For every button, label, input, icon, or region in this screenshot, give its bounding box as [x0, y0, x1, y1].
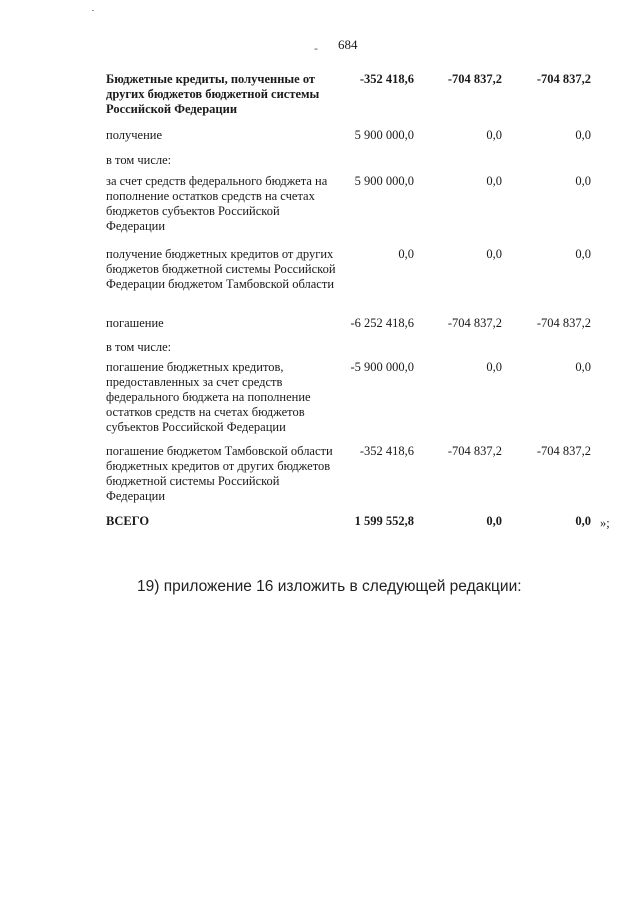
- closing-quote: »;: [600, 516, 610, 530]
- value-col-3: 0,0: [575, 360, 591, 374]
- value-col-2: -704 837,2: [447, 444, 502, 458]
- page-dash: -: [314, 41, 318, 55]
- row-label: погашение бюджетных кредитов, предоставленных за счет средств федерального бюджета на пополнение остатков средств на счетах бюджетов субъектов Российской Федерации: [106, 360, 311, 434]
- value-col-3: 0,0: [575, 514, 591, 528]
- row-label: ВСЕГО: [106, 514, 150, 528]
- value-col-1: 5 900 000,0: [354, 174, 414, 188]
- row-label: получение бюджетных кредитов от других бюджетов бюджетной системы Российской Федерации бюджетом Тамбовской области: [106, 247, 336, 291]
- value-col-3: -704 837,2: [536, 444, 591, 458]
- value-col-3: -704 837,2: [536, 316, 591, 330]
- amendment-instruction: 19) приложение 16 изложить в следующей редакции:: [137, 578, 522, 595]
- value-col-3: 0,0: [575, 174, 591, 188]
- row-label: погашение бюджетом Тамбовской области бюджетных кредитов от других бюджетов бюджетной системы Российской Федерации: [106, 444, 333, 503]
- value-col-3: 0,0: [575, 128, 591, 142]
- value-col-2: 0,0: [486, 128, 502, 142]
- value-col-3: 0,0: [575, 247, 591, 261]
- row-label: в том числе:: [106, 153, 172, 167]
- value-col-2: -704 837,2: [447, 72, 502, 86]
- value-col-2: 0,0: [486, 174, 502, 188]
- row-label: получение: [106, 128, 163, 142]
- value-col-1: 1 599 552,8: [354, 514, 414, 528]
- value-col-2: 0,0: [486, 360, 502, 374]
- row-label: погашение: [106, 316, 164, 330]
- value-col-3: -704 837,2: [536, 72, 591, 86]
- row-label: Бюджетные кредиты, полученные от других бюджетов бюджетной системы Российской Федерации: [106, 72, 320, 116]
- value-col-1: 0,0: [398, 247, 414, 261]
- value-col-2: 0,0: [486, 247, 502, 261]
- page-number: 684: [338, 37, 358, 52]
- value-col-2: -704 837,2: [447, 316, 502, 330]
- value-col-2: 0,0: [486, 514, 502, 528]
- row-label: в том числе:: [106, 340, 172, 354]
- row-label: за счет средств федерального бюджета на пополнение остатков средств на счетах бюджетов субъектов Российской Федерации: [106, 174, 328, 233]
- value-col-1: -352 418,6: [359, 444, 414, 458]
- scan-mark: [92, 10, 94, 11]
- value-col-1: -5 900 000,0: [350, 360, 414, 374]
- value-col-1: -352 418,6: [359, 72, 414, 86]
- value-col-1: -6 252 418,6: [350, 316, 414, 330]
- value-col-1: 5 900 000,0: [354, 128, 414, 142]
